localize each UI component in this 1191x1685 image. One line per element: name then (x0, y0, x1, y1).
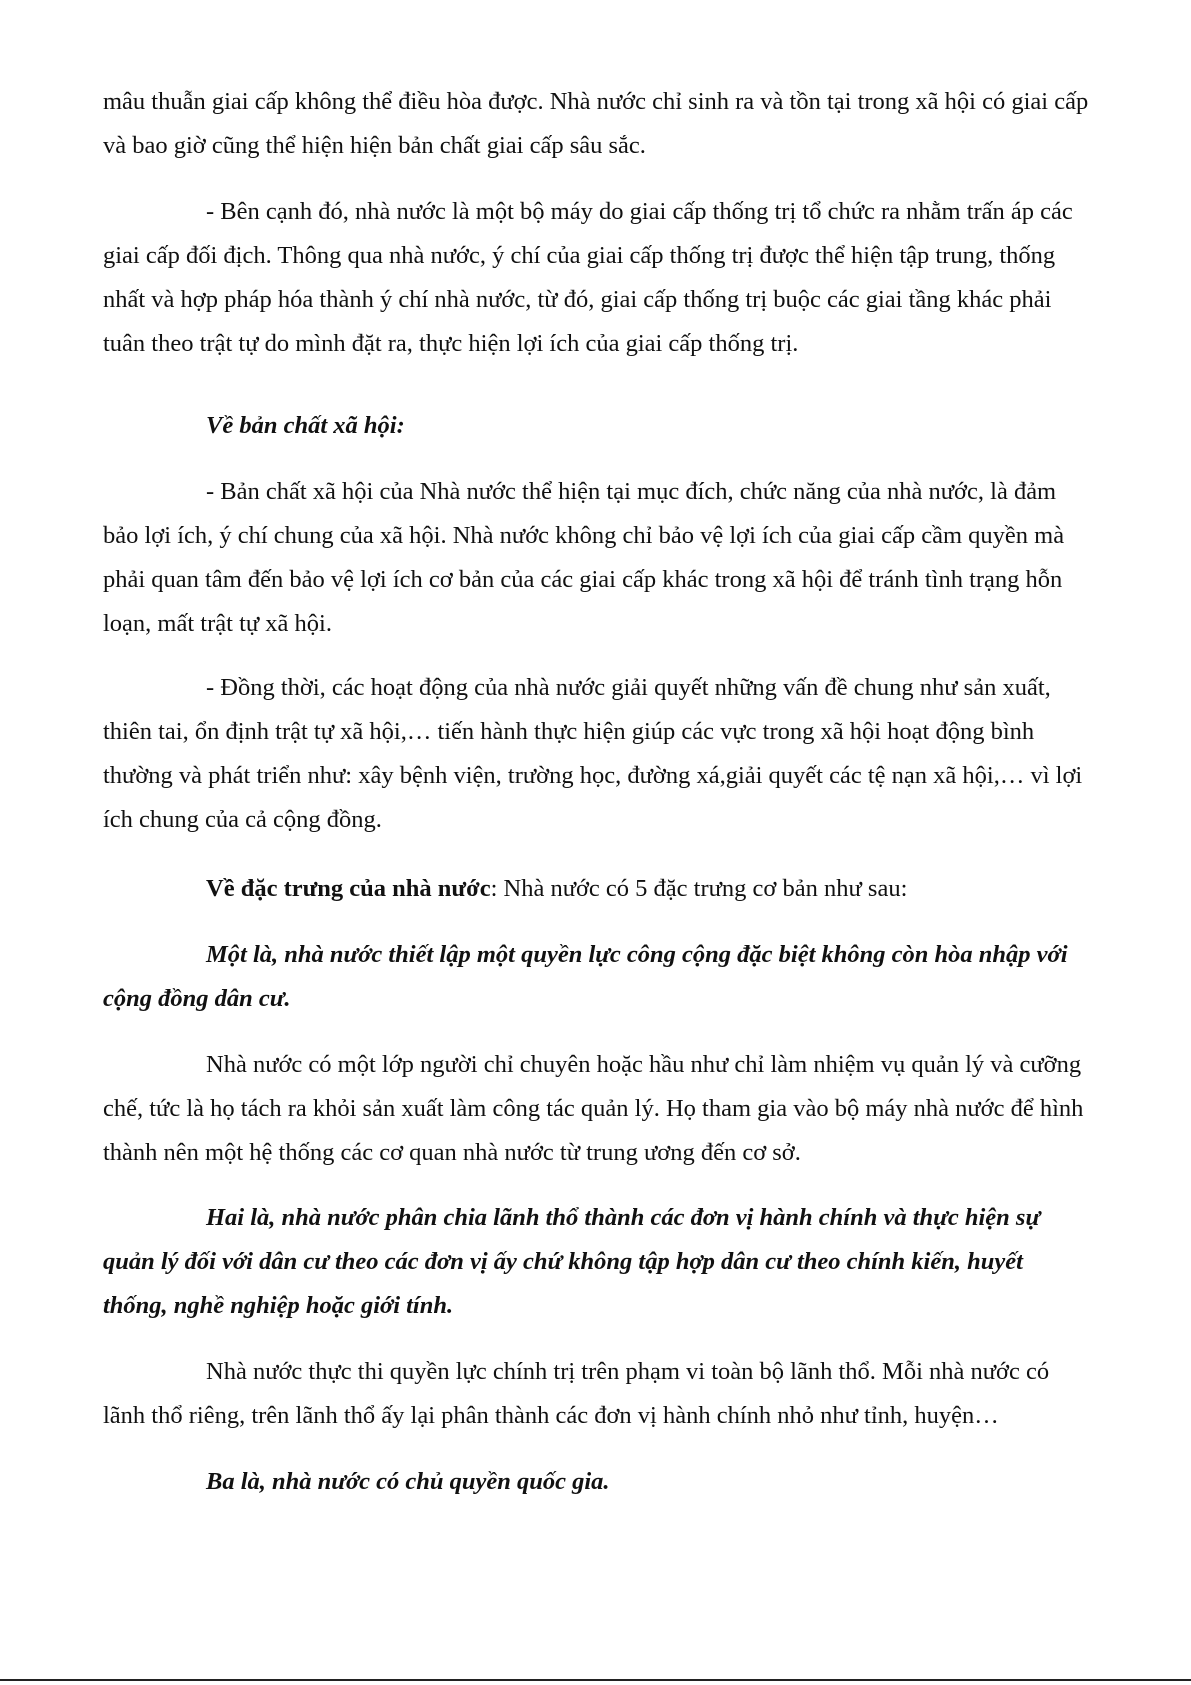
paragraph: - Bản chất xã hội của Nhà nước thể hiện tại mục đích, chức năng của nhà nước, là đảm bảo lợi ích, ý chí chung của xã hội. Nhà nước không chỉ bảo vệ lợi ích của giai cấp cầm quyền mà phải quan tâm đến bảo vệ lợi ích cơ bản của các giai cấp khác trong xã hội để tránh tình trạng hỗn loạn, mất trật tự xã hội. (103, 478, 1065, 637)
paragraph (103, 867, 1093, 911)
paragraph: mâu thuẫn giai cấp không thể điều hòa được. Nhà nước chỉ sinh ra và tồn tại trong xã hội có giai cấp và bao giờ cũng thể hiện hiện bản chất giai cấp sâu sắc. (103, 88, 1089, 159)
page-bottom-divider (0, 1679, 1191, 1681)
paragraph: - Đồng thời, các hoạt động của nhà nước giải quyết những vấn đề chung như sản xuất, thiên tai, ổn định trật tự xã hội,… tiến hành thực hiện giúp các vực trong xã hội hoạt động bình thường và phát triển như: xây bệnh viện, trường học, đường xá,giải quyết các tệ nạn xã hội,… vì lợi ích chung của cả cộng đồng. (103, 674, 1083, 833)
bold-lead: Về đặc trưng của nhà nước (206, 875, 491, 902)
section-heading: Về bản chất xã hội: (206, 412, 405, 439)
feature-heading: Hai là, nhà nước phân chia lãnh thổ thành các đơn vị hành chính và thực hiện sự quản lý đối với dân cư theo các đơn vị ấy chứ không tập hợp dân cư theo chính kiến, huyết thống, nghề nghiệp hoặc giới tính. (103, 1204, 1041, 1319)
paragraph-text: : Nhà nước có 5 đặc trưng cơ bản như sau: (490, 875, 908, 902)
paragraph: Nhà nước có một lớp người chỉ chuyên hoặc hầu như chỉ làm nhiệm vụ quản lý và cưỡng chế, tức là họ tách ra khỏi sản xuất làm công tác quản lý. Họ tham gia vào bộ máy nhà nước để hình thành nên một hệ thống các cơ quan nhà nước từ trung ương đến cơ sở. (103, 1051, 1084, 1166)
feature-heading: Một là, nhà nước thiết lập một quyền lực công cộng đặc biệt không còn hòa nhập với cộng đồng dân cư. (103, 941, 1068, 1012)
paragraph: - Bên cạnh đó, nhà nước là một bộ máy do giai cấp thống trị tổ chức ra nhằm trấn áp các giai cấp đối địch. Thông qua nhà nước, ý chí của giai cấp thống trị được thể hiện tập trung, thống nhất và hợp pháp hóa thành ý chí nhà nước, từ đó, giai cấp thống trị buộc các giai tầng khác phải tuân theo trật tự do mình đặt ra, thực hiện lợi ích của giai cấp thống trị. (103, 198, 1073, 357)
feature-heading: Ba là, nhà nước có chủ quyền quốc gia. (206, 1468, 610, 1495)
paragraph: Nhà nước thực thi quyền lực chính trị trên phạm vi toàn bộ lãnh thổ. Mỗi nhà nước có lãnh thổ riêng, trên lãnh thổ ấy lại phân thành các đơn vị hành chính nhỏ như tỉnh, huyện… (103, 1358, 1050, 1429)
